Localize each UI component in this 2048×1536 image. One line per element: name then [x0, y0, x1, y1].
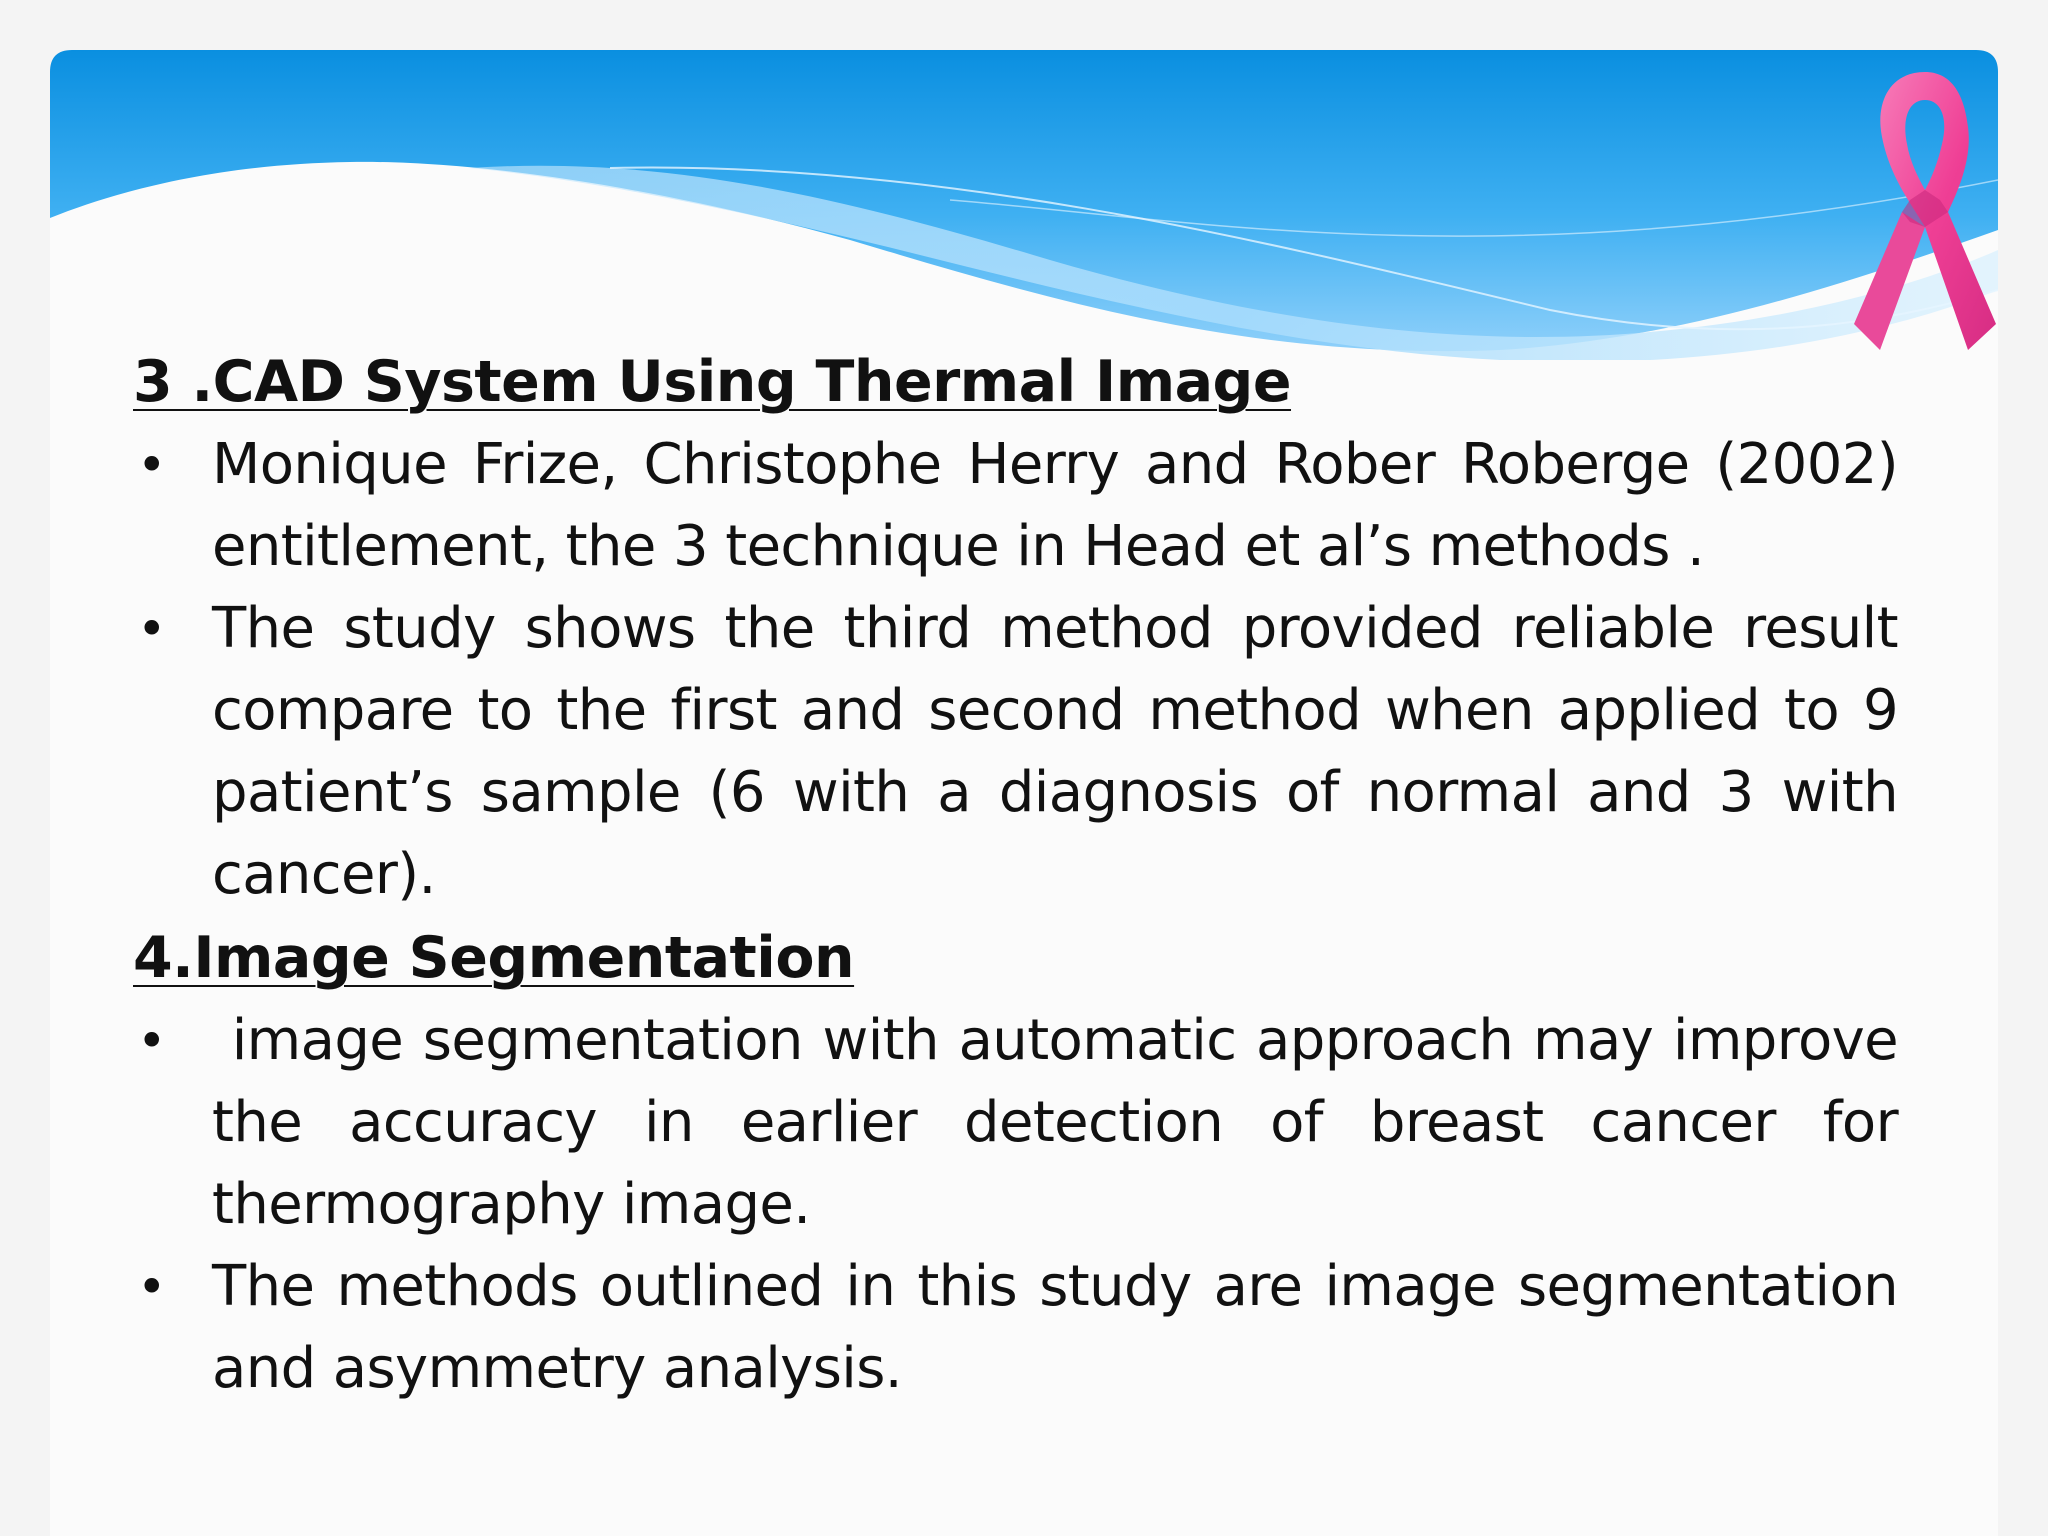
header-wave-banner	[50, 50, 1998, 360]
bullet-dot-icon: •	[137, 600, 166, 658]
bullet-dot-icon: •	[137, 1258, 166, 1316]
bullet-text: The study shows the third method provided reliable result compare to the first and second method when applied to 9 patient’s sample (6 with a diagnosis of normal and 3 with cancer).	[212, 596, 1898, 907]
list-item	[133, 1246, 1898, 1410]
slide-content	[133, 340, 1916, 1410]
list-item	[133, 1000, 1916, 1246]
bullet-dot-icon: •	[137, 1012, 166, 1070]
section-heading-cad-thermal: 3 .CAD System Using Thermal Image	[133, 349, 1292, 415]
bullet-dot-icon: •	[137, 436, 166, 494]
list-item	[133, 588, 1898, 916]
bullet-text: image segmentation with automatic approach may improve the accuracy in earlier detection of breast cancer for thermography image.	[212, 1008, 1916, 1237]
bullet-list-image-segmentation	[133, 1000, 1916, 1410]
list-item	[133, 424, 1898, 588]
bullet-text: The methods outlined in this study are image segmentation and asymmetry analysis.	[212, 1254, 1898, 1401]
bullet-list-cad-thermal	[133, 424, 1898, 916]
bullet-text: Monique Frize, Christophe Herry and Rober Roberge (2002) entitlement, the 3 technique in Head et al’s methods .	[212, 432, 1898, 579]
section-heading-image-segmentation: 4.Image Segmentation	[133, 925, 855, 991]
pink-ribbon-icon	[1850, 62, 2000, 362]
